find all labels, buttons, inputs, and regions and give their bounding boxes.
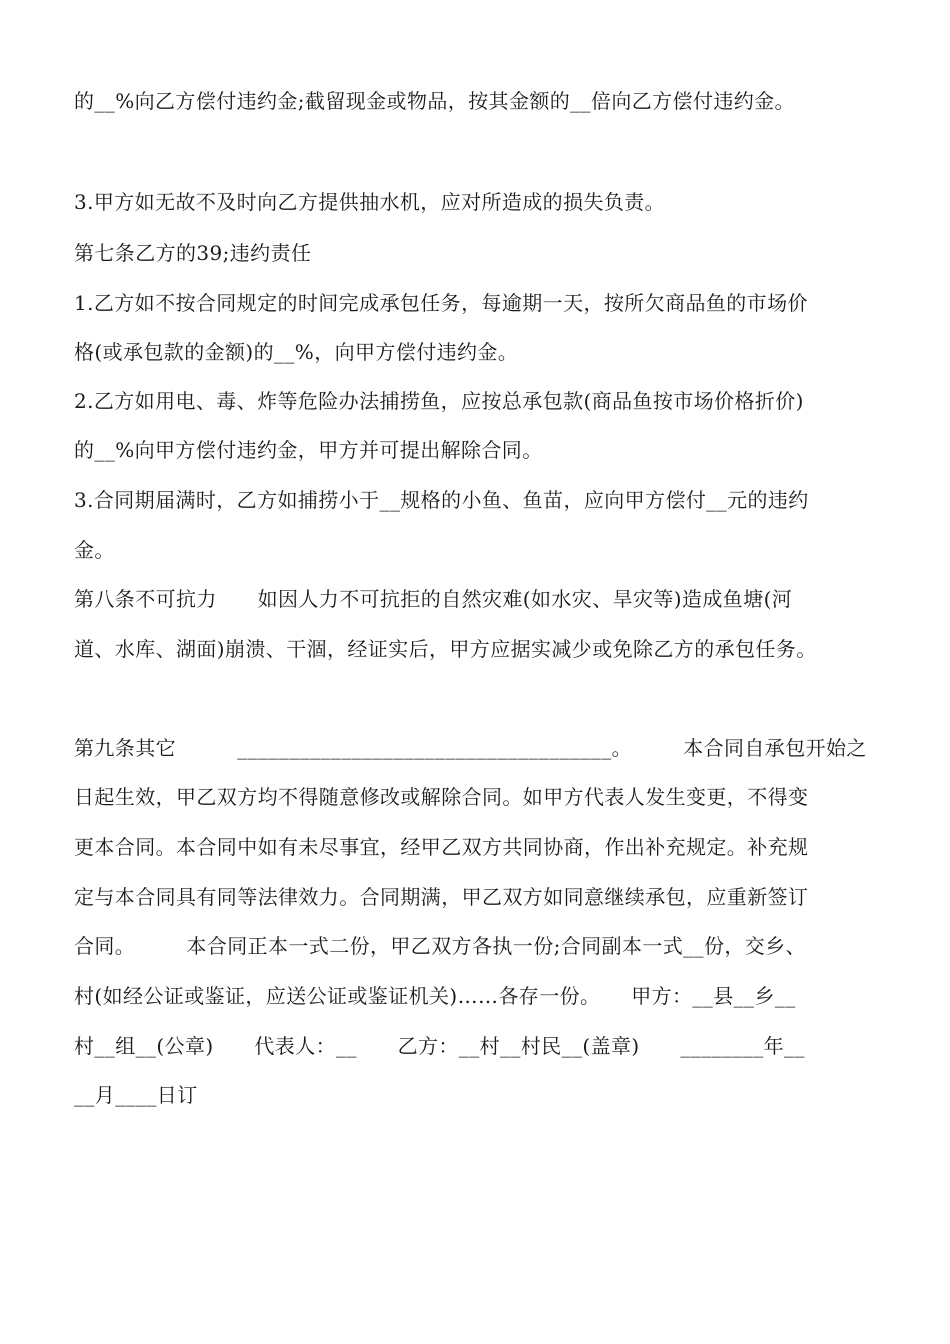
text-line: 格(或承包款的金额)的__%，向甲方偿付违约金。 <box>74 340 519 364</box>
text-line: 1.乙方如不按合同规定的时间完成承包任务，每逾期一天，按所欠商品鱼的市场价 <box>74 291 808 315</box>
text-line: 合同。 本合同正本一式二份，甲乙双方各执一份;合同副本一式__份，交乡、 <box>74 934 806 958</box>
text-line: 的__%向甲方偿付违约金，甲方并可提出解除合同。 <box>74 438 543 462</box>
text-line: 村(如经公证或鉴证，应送公证或鉴证机关)……各存一份。 甲方：__县__乡__ <box>74 984 796 1008</box>
date-line: __月____日订 <box>74 1083 198 1107</box>
text-line: 3.甲方如无故不及时向乙方提供抽水机，应对所造成的损失负责。 <box>74 190 666 214</box>
section-heading: 第九条其它 ____________________________________。 本合同自承包开始之 <box>74 736 867 760</box>
signature-line: 村__组__(公章) 代表人：__ 乙方：__村__村民__(盖章) ________年__ <box>74 1034 805 1058</box>
text-line: 的__%向乙方偿付违约金;截留现金或物品，按其金额的__倍向乙方偿付违约金。 <box>74 89 795 113</box>
text-line: 2.乙方如用电、毒、炸等危险办法捕捞鱼，应按总承包款(商品鱼按市场价格折价) <box>74 389 804 413</box>
section-heading: 第七条乙方的39;违约责任 <box>74 241 312 265</box>
text-line: 道、水库、湖面)崩溃、干涸，经证实后，甲方应据实减少或免除乙方的承包任务。 <box>74 637 817 661</box>
text-line: 3.合同期届满时，乙方如捕捞小于__规格的小鱼、鱼苗，应向甲方偿付__元的违约 <box>74 488 809 512</box>
section-heading: 第八条不可抗力 如因人力不可抗拒的自然灾难(如水灾、旱灾等)造成鱼塘(河 <box>74 587 793 611</box>
text-line: 日起生效，甲乙双方均不得随意修改或解除合同。如甲方代表人发生变更，不得变 <box>74 785 809 809</box>
text-line: 更本合同。本合同中如有未尽事宜，经甲乙双方共同协商，作出补充规定。补充规 <box>74 835 809 859</box>
text-line: 定与本合同具有同等法律效力。合同期满，甲乙双方如同意继续承包，应重新签订 <box>74 885 809 909</box>
text-line: 金。 <box>74 538 115 562</box>
